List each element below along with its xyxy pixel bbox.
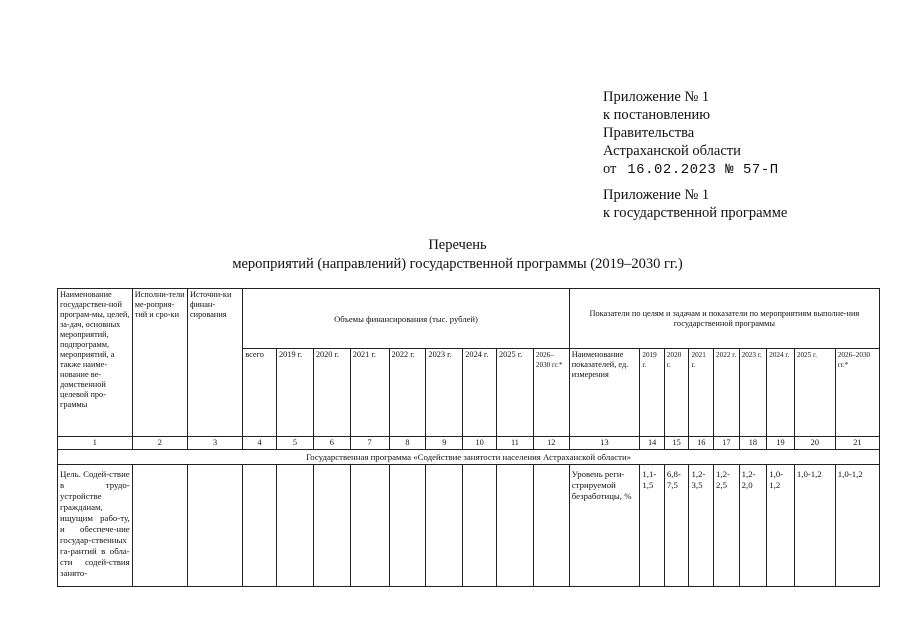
- header-indicator-year: 2024 г.: [767, 349, 795, 437]
- goal-funding-cell: [350, 465, 389, 587]
- goal-indicator-value: 1,2-2,0: [739, 465, 767, 587]
- appendix-line: Правительства: [603, 125, 695, 141]
- goal-executors: [132, 465, 187, 587]
- appendix-resolution-block: [603, 88, 779, 179]
- header-funding-year: 2019 г.: [277, 349, 314, 437]
- goal-funding-cell: [497, 465, 534, 587]
- header-indicators: Показатели по целям и задачам и показатели по мероприятиям выполне-ния государственной программы: [569, 289, 879, 349]
- column-number: 20: [794, 437, 835, 450]
- goal-indicator-value: 1,0-1,2: [767, 465, 795, 587]
- column-number: 5: [277, 437, 314, 450]
- goal-indicator-value: 6,8-7,5: [664, 465, 689, 587]
- column-number: 14: [640, 437, 665, 450]
- header-indicator-year: 2026–2030 гг.*: [835, 349, 879, 437]
- goal-row: [58, 465, 880, 587]
- appendix-line: Астраханской области: [603, 143, 741, 159]
- date-prefix: от: [603, 161, 617, 177]
- goal-funding-cell: [313, 465, 350, 587]
- header-funding-year: 2024 г.: [463, 349, 497, 437]
- column-number: 1: [58, 437, 133, 450]
- goal-funding-cell: [389, 465, 426, 587]
- appendix-date-line: [603, 160, 779, 179]
- goal-indicator-value: 1,0-1,2: [835, 465, 879, 587]
- header-funding-year: 2020 г.: [313, 349, 350, 437]
- header-funding-year: 2026–2030 гг.*: [533, 349, 569, 437]
- goal-funding-cell: [463, 465, 497, 587]
- column-number: 8: [389, 437, 426, 450]
- header-indicator-year: 2022 г.: [714, 349, 740, 437]
- column-number: 11: [497, 437, 534, 450]
- header-indicator-year: 2020 г.: [664, 349, 689, 437]
- header-indicator-year: 2021 г.: [689, 349, 714, 437]
- goal-indicator-value: 1,2-3,5: [689, 465, 714, 587]
- column-number: 12: [533, 437, 569, 450]
- goal-indicator-value: 1,0-1,2: [794, 465, 835, 587]
- appendix-line: Приложение № 1: [603, 89, 710, 105]
- column-number: 19: [767, 437, 795, 450]
- header-funding-year: всего: [243, 349, 277, 437]
- column-number: 7: [350, 437, 389, 450]
- goal-funding-cell: [243, 465, 277, 587]
- measures-table: [57, 288, 880, 587]
- goal-funding-cell: [277, 465, 314, 587]
- goal-sources: [187, 465, 242, 587]
- header-funding: Объемы финансирования (тыс. рублей): [243, 289, 570, 349]
- appendix-program-block: [603, 186, 787, 222]
- goal-name: Цель. Содей-ствие в трудо-устройстве гражданам, ищущим рабо-ту, и обеспече-ние государ-ственных га-рантий в обла-сти содей-ствия занято-: [58, 465, 133, 587]
- column-number: 9: [426, 437, 463, 450]
- column-number: 10: [463, 437, 497, 450]
- appendix-line: к государственной программе: [603, 205, 788, 221]
- column-number: 15: [664, 437, 689, 450]
- column-number-row: [58, 437, 880, 450]
- goal-funding-cell: [533, 465, 569, 587]
- column-number: 21: [835, 437, 879, 450]
- header-indicator-name: Наименование показателей, ед. измерения: [569, 349, 640, 437]
- date-number-stamp: 16.02.2023 № 57-П: [627, 162, 779, 178]
- document-subtitle: мероприятий (направлений) государственной программы (2019–2030 гг.): [232, 256, 683, 272]
- goal-funding-cell: [426, 465, 463, 587]
- appendix-line: к постановлению: [603, 107, 711, 123]
- header-funding-year: 2021 г.: [350, 349, 389, 437]
- appendix-line: Приложение № 1: [603, 187, 710, 203]
- header-row-top: [58, 289, 880, 349]
- goal-indicator: Уровень реги-стрируемой безработицы, %: [569, 465, 640, 587]
- column-number: 16: [689, 437, 714, 450]
- header-indicator-year: 2025 г.: [794, 349, 835, 437]
- program-title: Государственная программа «Содействие занятости населения Астраханской области»: [58, 450, 880, 465]
- column-number: 13: [569, 437, 640, 450]
- header-executors: Исполни-тели ме-роприя-тий и сро-ки: [132, 289, 187, 437]
- column-number: 2: [132, 437, 187, 450]
- column-number: 6: [313, 437, 350, 450]
- header-funding-year: 2025 г.: [497, 349, 534, 437]
- header-funding-year: 2023 г.: [426, 349, 463, 437]
- header-name: Наименование государствен-ной програм-мы, целей, за-дач, основных мероприятий, подпрограмм, мероприятий, а также наиме-нование ве-домственной целевой про-граммы: [58, 289, 133, 437]
- header-funding-year: 2022 г.: [389, 349, 426, 437]
- column-number: 3: [187, 437, 242, 450]
- header-sources: Источни-ки финан-сирования: [187, 289, 242, 437]
- column-number: 18: [739, 437, 767, 450]
- goal-indicator-value: 1,2-2,5: [714, 465, 740, 587]
- column-number: 4: [243, 437, 277, 450]
- header-indicator-year: 2023 г.: [739, 349, 767, 437]
- header-indicator-year: 2019 г.: [640, 349, 665, 437]
- column-number: 17: [714, 437, 740, 450]
- document-title: Перечень: [428, 237, 487, 253]
- goal-indicator-value: 1,1-1,5: [640, 465, 665, 587]
- program-row: [58, 450, 880, 465]
